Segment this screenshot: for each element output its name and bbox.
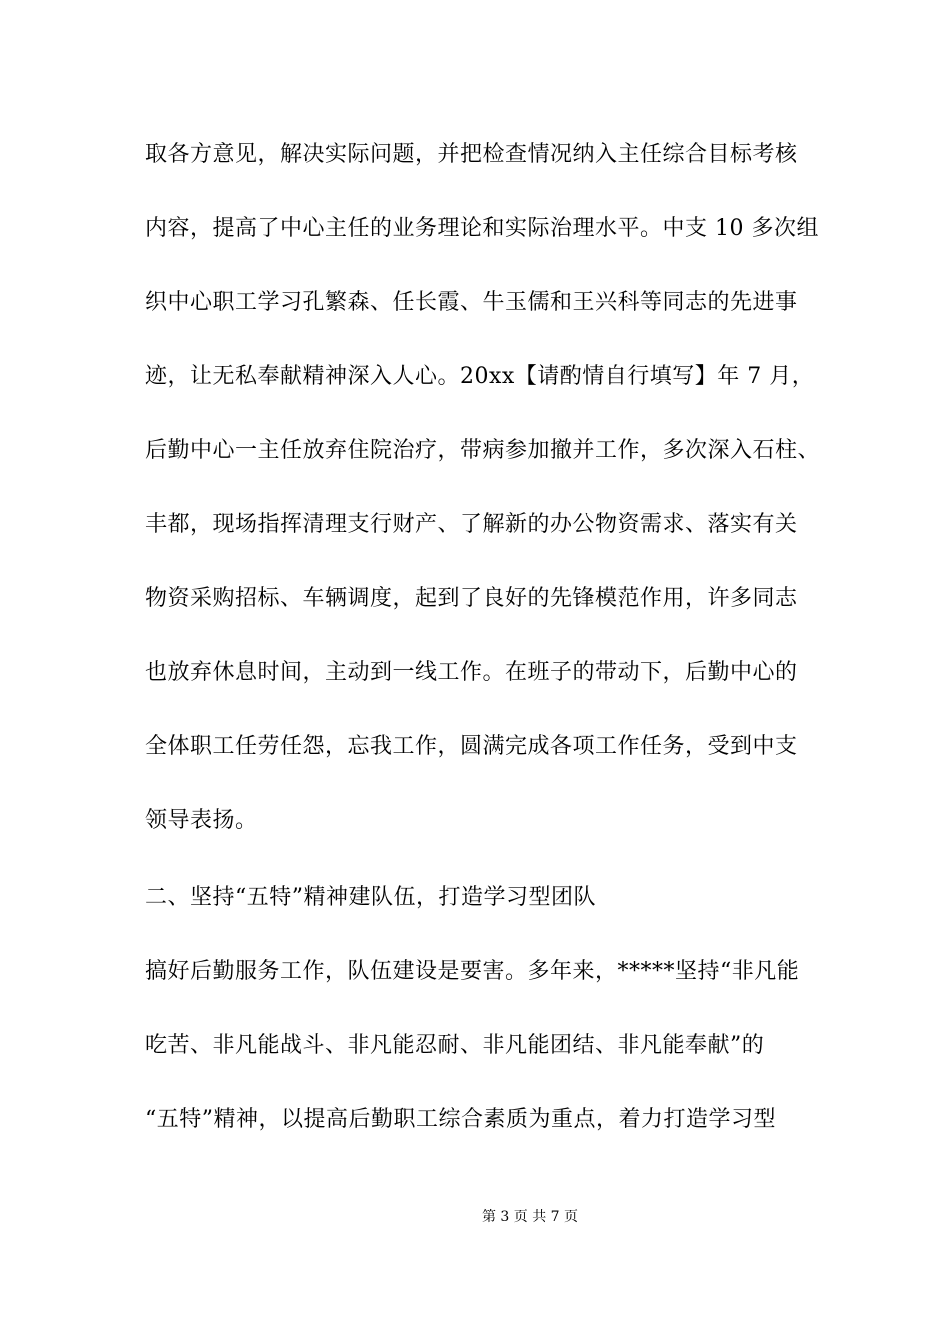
body-line: 丰都，现场指挥清理支行财产、了解新的办公物资需求、落实有关 <box>145 512 798 537</box>
body-line: 领导表扬。 <box>145 808 258 833</box>
body-line: 全体职工任劳任怨，忘我工作，圆满完成各项工作任务，受到中支 <box>145 734 798 759</box>
body-line: “五特”精神，以提高后勤职工综合素质为重点，着力打造学习型 <box>145 1107 776 1132</box>
body-line: 也放弃休息时间，主动到一线工作。在班子的带动下，后勤中心的 <box>145 660 798 685</box>
body-line: 后勤中心一主任放弃住院治疗，带病参加撤并工作，多次深入石柱、 <box>145 438 821 463</box>
body-line: 迹，让无私奉献精神深入人心。20xx【请酌情自行填写】年 7 月， <box>145 364 815 389</box>
page-number-footer: 第 3 页 共 7 页 <box>481 1209 579 1225</box>
body-line: 取各方意见，解决实际问题，并把检查情况纳入主任综合目标考核 <box>145 142 798 167</box>
body-line: 物资采购招标、车辆调度，起到了良好的先锋模范作用，许多同志 <box>145 586 798 611</box>
body-line: 内容，提高了中心主任的业务理论和实际治理水平。中支 10 多次组 <box>145 216 819 241</box>
body-line: 吃苦、非凡能战斗、非凡能忍耐、非凡能团结、非凡能奉献”的 <box>145 1033 765 1058</box>
body-line: 搞好后勤服务工作，队伍建设是要害。多年来，*****坚持“非凡能 <box>145 959 800 984</box>
section-heading: 二、坚持“五特”精神建队伍，打造学习型团队 <box>145 885 596 910</box>
body-line: 织中心职工学习孔繁森、任长霞、牛玉儒和王兴科等同志的先进事 <box>145 290 798 315</box>
